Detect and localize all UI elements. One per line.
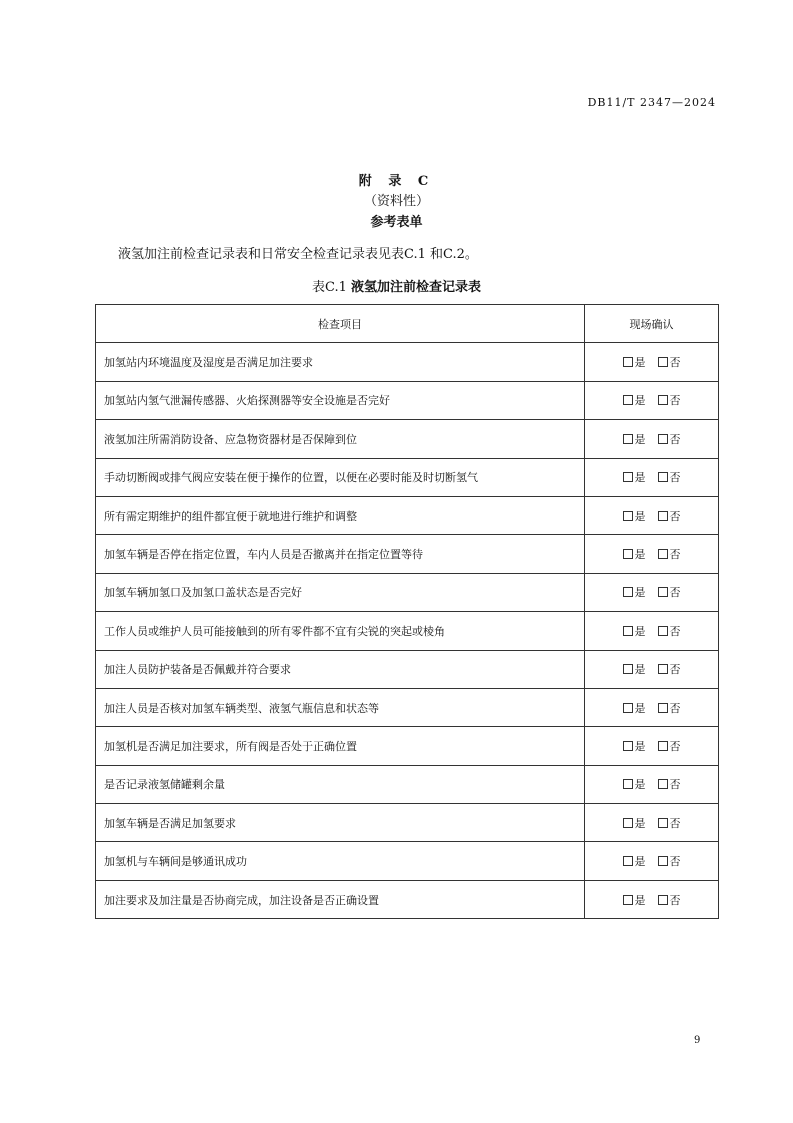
checkbox-icon[interactable] [623,818,633,828]
checkbox-icon[interactable] [658,818,668,828]
check-item-text: 加氢车辆是否停在指定位置，车内人员是否撤离并在指定位置等待 [96,535,585,573]
option-no[interactable] [658,469,681,485]
option-yes-label: 是 [634,471,646,485]
option-yes[interactable] [623,700,646,716]
option-yes-label: 是 [634,586,646,600]
option-no-label: 否 [669,432,681,446]
check-item-text: 加氢站内氢气泄漏传感器、火焰探测器等安全设施是否完好 [96,381,585,419]
checkbox-icon[interactable] [623,856,633,866]
option-no-label: 否 [669,855,681,869]
checkbox-icon[interactable] [623,549,633,559]
option-yes-label: 是 [634,509,646,523]
column-header-confirm: 现场确认 [585,305,719,343]
checkbox-icon[interactable] [623,741,633,751]
table-header-row [96,305,719,343]
checkbox-icon[interactable] [623,664,633,674]
option-yes[interactable] [623,392,646,408]
checkbox-icon[interactable] [658,472,668,482]
option-no[interactable] [658,508,681,524]
checkbox-icon[interactable] [623,703,633,713]
confirm-cell [585,612,719,650]
confirm-cell [585,573,719,611]
option-yes-label: 是 [634,663,646,677]
confirm-cell [585,381,719,419]
table-caption [0,276,793,295]
checkbox-icon[interactable] [623,587,633,597]
confirm-cell [585,842,719,880]
option-yes[interactable] [623,738,646,754]
option-no[interactable] [658,892,681,908]
check-item-text: 加注人员是否核对加氢车辆类型、液氢气瓶信息和状态等 [96,688,585,726]
option-yes-label: 是 [634,432,646,446]
checkbox-icon[interactable] [658,664,668,674]
checkbox-icon[interactable] [658,895,668,905]
table-row [96,343,719,381]
option-yes-label: 是 [634,624,646,638]
confirm-cell [585,458,719,496]
checkbox-icon[interactable] [623,357,633,367]
check-item-text: 加注人员防护装备是否佩戴并符合要求 [96,650,585,688]
check-item-text: 加氢机是否满足加注要求，所有阀是否处于正确位置 [96,727,585,765]
appendix-name: 参考表单 [370,215,423,230]
document-code: DB11/T 2347—2024 [587,96,716,109]
confirm-cell [585,535,719,573]
check-item-text: 手动切断阀或排气阀应安装在便于操作的位置，以便在必要时能及时切断氢气 [96,458,585,496]
table-row [96,804,719,842]
option-yes-label: 是 [634,893,646,907]
option-yes[interactable] [623,661,646,677]
table-row [96,727,719,765]
checkbox-icon[interactable] [658,626,668,636]
appendix-title: 附 录 C [358,174,435,189]
checkbox-icon[interactable] [658,779,668,789]
checklist-table [95,304,719,919]
check-item-text: 加氢机与车辆间是够通讯成功 [96,842,585,880]
option-no-label: 否 [669,471,681,485]
table-row [96,765,719,803]
option-yes[interactable] [623,431,646,447]
checkbox-icon[interactable] [658,357,668,367]
checkbox-icon[interactable] [623,895,633,905]
check-item-text: 是否记录液氢储罐剩余量 [96,765,585,803]
table-caption-number: 表C.1 [312,280,347,295]
checkbox-icon[interactable] [623,511,633,521]
table-row [96,381,719,419]
table-row [96,458,719,496]
option-no[interactable] [658,431,681,447]
check-item-text: 所有需定期维护的组件都宜便于就地进行维护和调整 [96,496,585,534]
checkbox-icon[interactable] [623,626,633,636]
table-row [96,496,719,534]
option-yes[interactable] [623,354,646,370]
option-yes[interactable] [623,853,646,869]
option-no-label: 否 [669,739,681,753]
confirm-cell [585,880,719,918]
check-item-text: 加氢站内环境温度及湿度是否满足加注要求 [96,343,585,381]
confirm-cell [585,804,719,842]
option-no-label: 否 [669,394,681,408]
option-no[interactable] [658,853,681,869]
option-no-label: 否 [669,816,681,830]
table-row [96,573,719,611]
confirm-cell [585,688,719,726]
option-no-label: 否 [669,548,681,562]
confirm-cell [585,343,719,381]
option-yes-label: 是 [634,855,646,869]
intro-paragraph: 液氢加注前检查记录表和日常安全检查记录表见表C.1 和C.2。 [118,247,478,262]
option-yes[interactable] [623,776,646,792]
table-row [96,612,719,650]
checkbox-icon[interactable] [658,856,668,866]
checkbox-icon[interactable] [658,434,668,444]
table-row [96,880,719,918]
option-yes-label: 是 [634,739,646,753]
option-yes[interactable] [623,815,646,831]
checkbox-icon[interactable] [623,434,633,444]
confirm-cell [585,765,719,803]
option-yes-label: 是 [634,548,646,562]
confirm-cell [585,420,719,458]
column-header-item: 检查项目 [96,305,585,343]
option-no[interactable] [658,392,681,408]
confirm-cell [585,650,719,688]
table-row [96,650,719,688]
table-caption-title: 液氢加注前检查记录表 [350,280,481,295]
option-yes-label: 是 [634,394,646,408]
option-yes-label: 是 [634,701,646,715]
option-no[interactable] [658,623,681,639]
check-item-text: 加注要求及加注量是否协商完成，加注设备是否正确设置 [96,880,585,918]
option-no[interactable] [658,738,681,754]
option-yes[interactable] [623,546,646,562]
option-yes-label: 是 [634,778,646,792]
option-yes[interactable] [623,508,646,524]
option-no-label: 否 [669,663,681,677]
page-number: 9 [694,1035,701,1046]
checkbox-icon[interactable] [658,741,668,751]
table-row [96,535,719,573]
option-no[interactable] [658,546,681,562]
checkbox-icon[interactable] [658,395,668,405]
checkbox-icon[interactable] [658,511,668,521]
option-yes-label: 是 [634,356,646,370]
checkbox-icon[interactable] [658,549,668,559]
option-no-label: 否 [669,778,681,792]
checkbox-icon[interactable] [623,395,633,405]
option-no[interactable] [658,354,681,370]
option-yes[interactable] [623,892,646,908]
option-yes-label: 是 [634,816,646,830]
option-yes[interactable] [623,623,646,639]
checkbox-icon[interactable] [623,779,633,789]
table-row [96,688,719,726]
option-no-label: 否 [669,356,681,370]
check-item-text: 液氢加注所需消防设备、应急物资器材是否保障到位 [96,420,585,458]
check-item-text: 工作人员或维护人员可能接触到的所有零件都不宜有尖锐的突起或棱角 [96,612,585,650]
option-yes[interactable] [623,469,646,485]
appendix-nature: （资料性） [363,194,429,209]
check-item-text: 加氢车辆加氢口及加氢口盖状态是否完好 [96,573,585,611]
option-yes[interactable] [623,584,646,600]
confirm-cell [585,496,719,534]
option-no[interactable] [658,776,681,792]
checkbox-icon[interactable] [658,587,668,597]
checkbox-icon[interactable] [623,472,633,482]
option-no-label: 否 [669,624,681,638]
confirm-cell [585,727,719,765]
option-no-label: 否 [669,509,681,523]
option-no[interactable] [658,584,681,600]
option-no[interactable] [658,700,681,716]
option-no-label: 否 [669,893,681,907]
option-no-label: 否 [669,701,681,715]
option-no[interactable] [658,815,681,831]
checkbox-icon[interactable] [658,703,668,713]
option-no-label: 否 [669,586,681,600]
option-no[interactable] [658,661,681,677]
check-item-text: 加氢车辆是否满足加氢要求 [96,804,585,842]
table-row [96,420,719,458]
table-row [96,842,719,880]
